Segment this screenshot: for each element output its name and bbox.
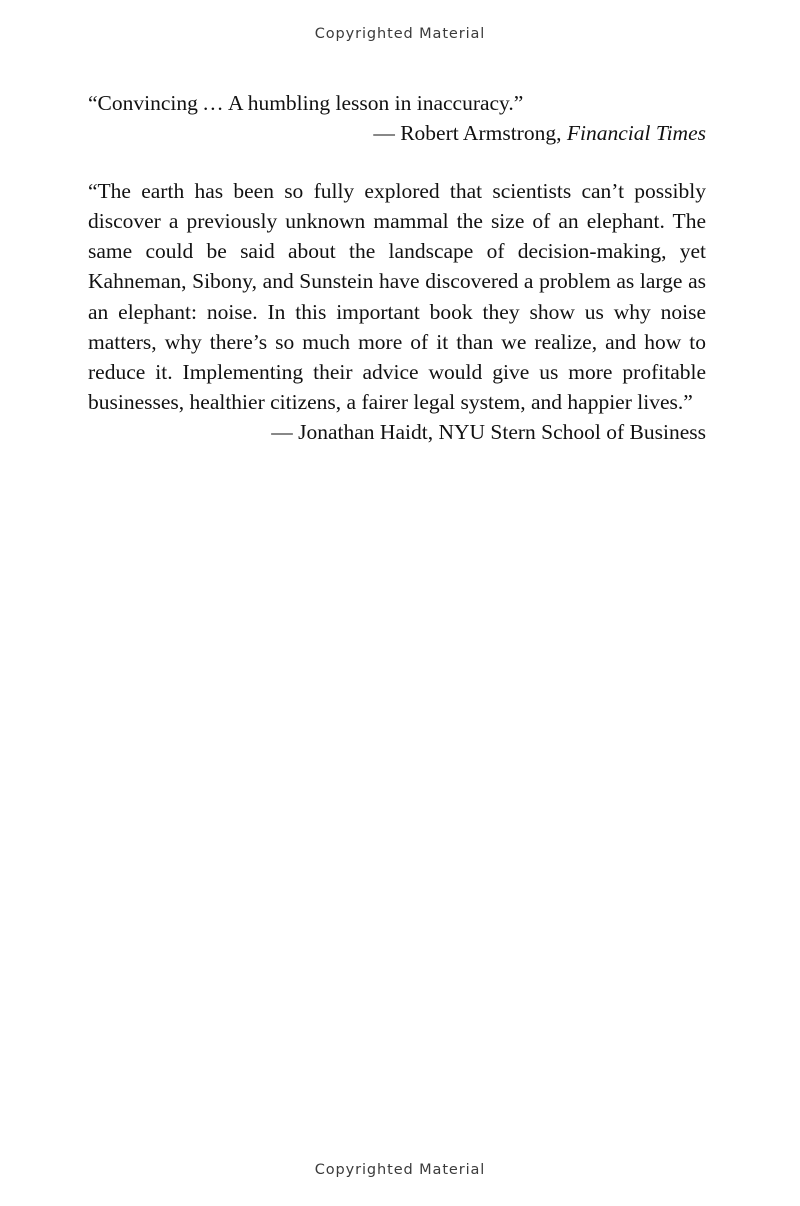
copyright-watermark-bottom: Copyrighted Material [314, 1162, 486, 1178]
blurb-attribution-1-prefix: — Robert Armstrong, [373, 121, 567, 146]
blurb-quote-2: “The earth has been so fully explored that scientists can’t possibly discover a previously unknown mammal the size of an elephant. The same could be said about the landscape of decision-making, yet Kahneman, Sibony, and Sunstein have discovered a problem as large as an elephant: noise. In this important book they show us why noise matters, why there’s so much more of it than we realize, and how to reduce it. Implementing their advice would give us more profitable businesses, healthier citizens, a fairer legal system, and happier lives.” [88, 179, 706, 414]
blurb-attribution-1 [88, 118, 706, 148]
blurb-attribution-2-prefix: — Jonathan Haidt, NYU Stern School of Business [271, 419, 706, 444]
blurb-container [88, 88, 706, 447]
blurb-attribution-1-source: Financial Times [566, 121, 706, 146]
blurb-spacer [88, 148, 706, 176]
blurb-attribution-2 [88, 417, 706, 447]
blurb-quote-1: “Convincing … A humbling lesson in inaccuracy.” [88, 91, 524, 115]
copyright-watermark-top: Copyrighted Material [314, 26, 486, 42]
